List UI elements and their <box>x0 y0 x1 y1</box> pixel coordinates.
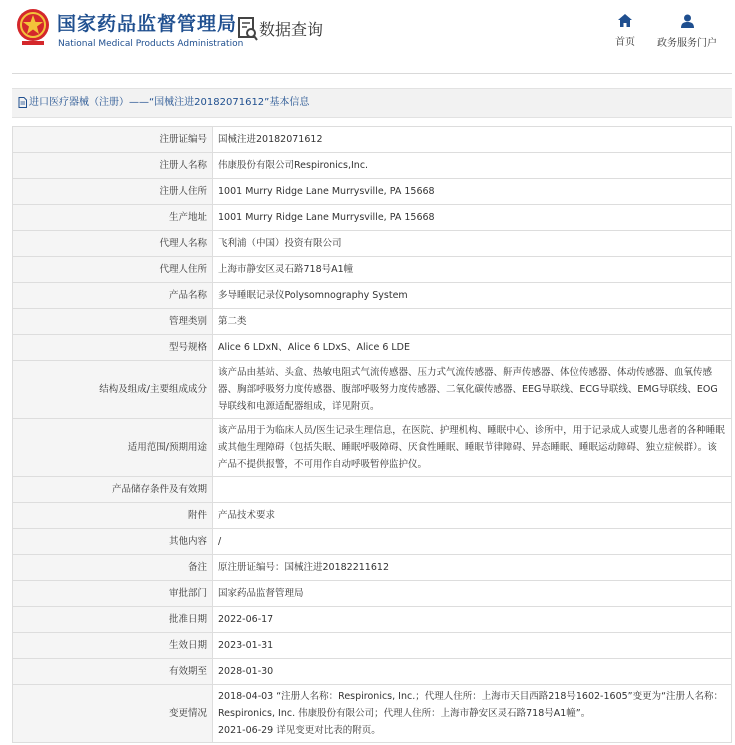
row-value: 该产品用于为临床人员/医生记录生理信息，在医院、护理机构、睡眠中心、诊所中，用于记录成人或婴儿患者的各种睡眠或其他生理障碍（包括失眠、睡眠呼吸障碍、厌食性睡眠、睡眠节律障碍、异态睡眠、睡眠运动障碍、独立症候群）。该产品不提供报警，不可用作自动呼吸暂停监护仪。 <box>213 419 732 477</box>
row-value: 该产品由基站、头盒、热敏电阻式气流传感器、压力式气流传感器、鼾声传感器、体位传感器、体动传感器、血氧传感器、胸部呼吸努力度传感器、腹部呼吸努力度传感器、二氧化碳传感器、EEG导联线、ECG导联线、EMG导联线、EOG导联线和电源适配器组成，详见附页。 <box>213 361 732 419</box>
table-row <box>13 529 732 555</box>
row-label: 注册人住所 <box>13 179 213 205</box>
row-label: 变更情况 <box>13 685 213 743</box>
row-value: 1001 Murry Ridge Lane Murrysville, PA 15668 <box>213 179 732 205</box>
row-value: / <box>213 529 732 555</box>
table-row <box>13 607 732 633</box>
row-value: Alice 6 LDxN、Alice 6 LDxS、Alice 6 LDE <box>213 335 732 361</box>
table-row <box>13 419 732 477</box>
data-search-title: 数据查询 <box>259 20 324 39</box>
row-label: 管理类别 <box>13 309 213 335</box>
site-header <box>0 0 735 68</box>
row-label: 产品储存条件及有效期 <box>13 477 213 503</box>
table-row <box>13 555 732 581</box>
row-value: 国家药品监督管理局 <box>213 581 732 607</box>
org-name-cn[interactable]: 国家药品监督管理局 <box>57 13 238 35</box>
row-label: 审批部门 <box>13 581 213 607</box>
row-label: 结构及组成/主要组成成分 <box>13 361 213 419</box>
row-value: 国械注进20182071612 <box>213 127 732 153</box>
row-label: 代理人住所 <box>13 257 213 283</box>
table-row <box>13 309 732 335</box>
table-row <box>13 361 732 419</box>
row-value: 2023-01-31 <box>213 633 732 659</box>
row-label: 适用范围/预期用途 <box>13 419 213 477</box>
row-value: 原注册证编号：国械注进20182211612 <box>213 555 732 581</box>
user-icon <box>681 14 694 28</box>
row-label: 型号规格 <box>13 335 213 361</box>
breadcrumb <box>12 88 732 118</box>
detail-table-container <box>12 126 732 743</box>
row-label: 注册证编号 <box>13 127 213 153</box>
table-row <box>13 153 732 179</box>
table-row <box>13 659 732 685</box>
table-row <box>13 257 732 283</box>
nav-home-label: 首页 <box>615 37 635 48</box>
row-value: 产品技术要求 <box>213 503 732 529</box>
row-value: 第二类 <box>213 309 732 335</box>
row-label: 代理人名称 <box>13 231 213 257</box>
row-label: 批准日期 <box>13 607 213 633</box>
row-label: 生效日期 <box>13 633 213 659</box>
nav-gov-portal-button[interactable] <box>657 14 717 49</box>
table-row <box>13 205 732 231</box>
nav-home-button[interactable] <box>611 14 639 48</box>
table-row <box>13 283 732 309</box>
document-icon <box>18 97 27 108</box>
national-emblem-icon <box>16 8 50 46</box>
row-value: 伟康股份有限公司Respironics,Inc. <box>213 153 732 179</box>
table-row <box>13 231 732 257</box>
nav-gov-portal-label: 政务服务门户 <box>657 38 717 49</box>
row-label: 注册人名称 <box>13 153 213 179</box>
table-row <box>13 633 732 659</box>
row-label: 生产地址 <box>13 205 213 231</box>
row-value: 2022-06-17 <box>213 607 732 633</box>
row-value: 1001 Murry Ridge Lane Murrysville, PA 15668 <box>213 205 732 231</box>
table-row <box>13 127 732 153</box>
row-value: 上海市静安区灵石路718号A1幢 <box>213 257 732 283</box>
row-label: 有效期至 <box>13 659 213 685</box>
header-divider <box>12 73 732 74</box>
table-row <box>13 335 732 361</box>
detail-table <box>12 126 732 743</box>
org-name-en: National Medical Products Administration <box>58 39 244 49</box>
row-value: 多导睡眠记录仪Polysomnography System <box>213 283 732 309</box>
row-value: 飞利浦（中国）投资有限公司 <box>213 231 732 257</box>
data-search-icon <box>237 16 259 42</box>
row-value: 2028-01-30 <box>213 659 732 685</box>
row-value: 2018-04-03 “注册人名称：Respironics, Inc.；代理人住所：上海市天目西路218号1602-1605”变更为“注册人名称：Respironics, Inc. 伟康股份有限公司；代理人住所：上海市静安区灵石路718号A1幢”。 2021-06-29 详见变更对比表的附页。 <box>213 685 732 743</box>
table-row <box>13 477 732 503</box>
breadcrumb-text: 进口医疗器械（注册）——“国械注进20182071612”基本信息 <box>29 97 310 108</box>
table-row <box>13 503 732 529</box>
table-row <box>13 581 732 607</box>
row-value <box>213 477 732 503</box>
row-label: 备注 <box>13 555 213 581</box>
row-label: 产品名称 <box>13 283 213 309</box>
table-row <box>13 179 732 205</box>
home-icon <box>618 14 632 27</box>
table-row <box>13 685 732 743</box>
row-label: 其他内容 <box>13 529 213 555</box>
row-label: 附件 <box>13 503 213 529</box>
